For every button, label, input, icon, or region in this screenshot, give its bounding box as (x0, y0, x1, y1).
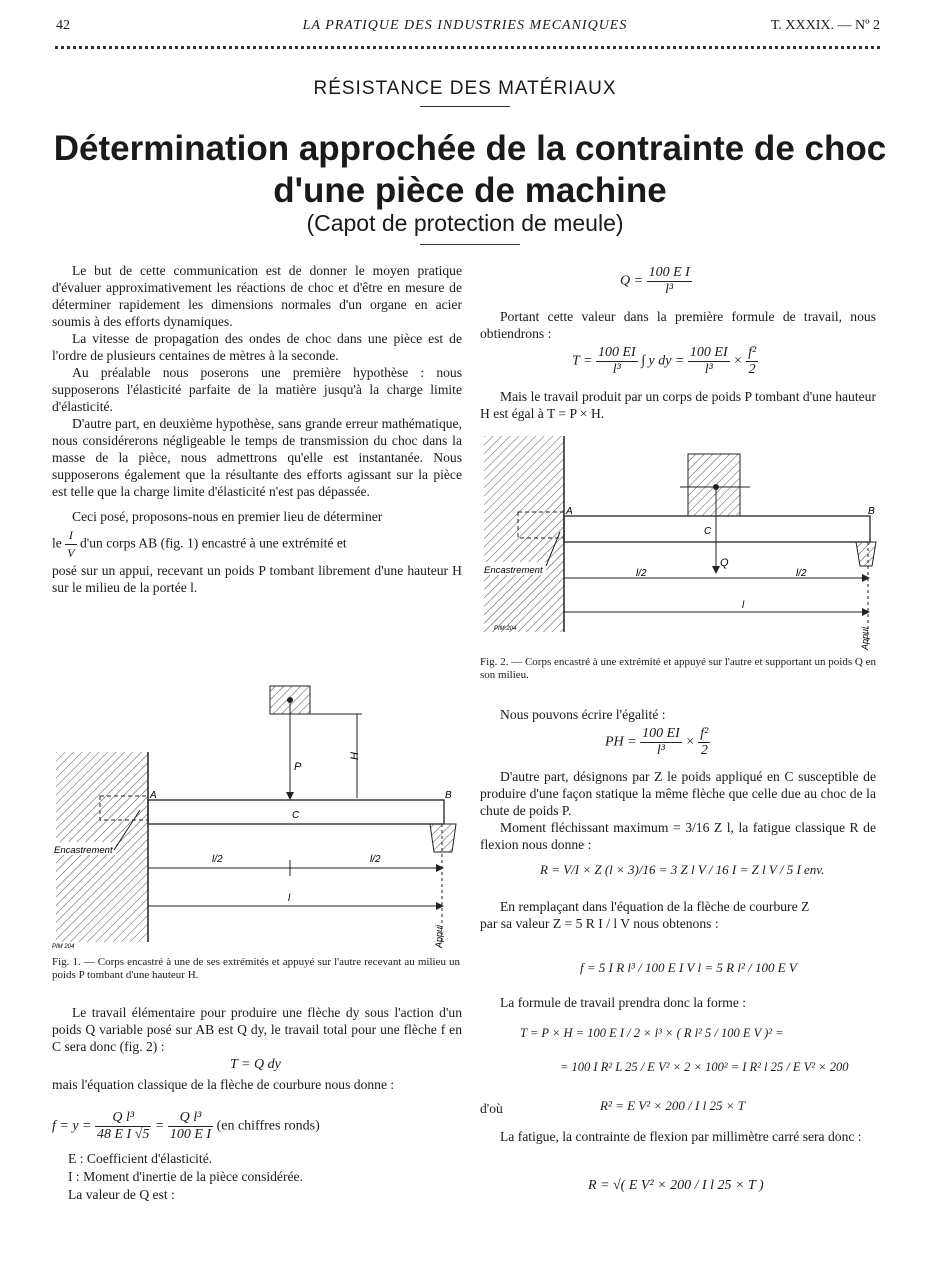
equation-work-integral: T = $\frac{100 EI}{\text{l³}}$ ∫ y dy = $\frac{100 EI}{\text{l³}}$ × $\frac{\text{f²}}{2}$ (572, 345, 757, 377)
section-title: RÉSISTANCE DES MATÉRIAUX (313, 78, 617, 99)
paragraph: par sa valeur Z = 5 R I / l V nous obtenons : (480, 916, 719, 931)
paragraph: Le but de cette communication est de donner le moyen pratique d'évaluer approximativement les réactions de choc et d'être en mesure de déterminer rapidement les dimensions normales d'un organe en acier soumis à des efforts dynamiques. (52, 263, 462, 329)
label-l: l (288, 893, 291, 904)
label-h: H (349, 752, 361, 760)
beam (564, 516, 870, 542)
equation-stress-r: R = V/I × Z (l × 3)/16 = 3 Z l V / 16 I = Z l V / 5 I env. (540, 862, 825, 877)
label-appui: Appui (860, 626, 870, 650)
label-a: A (150, 790, 157, 801)
paragraph: La vitesse de propagation des ondes de choc dans une pièce est de l'ordre de plusieurs centaines de mètres à la seconde. (52, 331, 462, 363)
volume-number: T. XXXIX. — Nº 2 (770, 18, 880, 33)
figure-2-caption: Fig. 2. — Corps encastré à une extrémité et appuyé sur l'autre et supportant un poids Q en son milieu. (480, 656, 876, 681)
label-a: A (566, 506, 573, 517)
right-column-text-5 (480, 898, 876, 932)
equation-deflection-2: f = 5 I R l³ / 100 E I V l = 5 R l² / 100 E V (580, 960, 797, 975)
right-column-text-7 (480, 1128, 876, 1145)
paragraph: La fatigue, la contrainte de flexion par millimètre carré sera donc : (500, 1129, 862, 1144)
figure-1 (52, 680, 464, 952)
journal-title: LA PRATIQUE DES INDUSTRIES MECANIQUES (302, 18, 628, 33)
fig-code: PIM 204 (494, 626, 517, 632)
figure-1-caption: Fig. 1. — Corps encastré à une de ses extrémités et appuyé sur l'autre recevant au milieu un poids P tombant d'une hauteur H. (52, 956, 460, 981)
right-column-text-3 (480, 706, 876, 723)
equation-r-squared: R² = E V² × 200 / I l 25 × T (600, 1098, 745, 1113)
equation-work-form-2: = 100 I R² L 25 / E V² × 2 × 100² = I R² l 25 / E V² × 200 (560, 1060, 849, 1074)
equation-r-final: R = √( E V² × 200 / I l 25 × T ) (588, 1178, 764, 1193)
section-underline (420, 106, 510, 107)
header-rule (55, 46, 880, 49)
equation-work: T = Q dy (230, 1057, 281, 1072)
paragraph: Mais le travail produit par un corps de poids P tombant d'une hauteur H est égal à T = P × H. (480, 389, 876, 421)
paragraph: Nous pouvons écrire l'égalité : (500, 707, 666, 722)
label-b: B (868, 506, 875, 517)
right-column-text (480, 308, 876, 342)
paragraph: Ceci posé, proposons-nous en premier lieu de déterminer (72, 509, 383, 524)
figure-2 (480, 432, 878, 654)
paragraph: Au préalable nous poserons une première hypothèse : nous supposerons l'élasticité parfaite de la matière jusqu'à la charge limite d'élasticité. (52, 365, 462, 414)
equation-work-form: T = P × H = 100 E I / 2 × l³ × ( R l² 5 / 100 E V )² = (520, 1026, 784, 1040)
page-number: 42 (56, 18, 70, 33)
label-p: P (294, 761, 302, 773)
equation-ph: PH = $\frac{100 EI}{\text{l³}}$ × $\frac{\text{f²}}{2}$ (605, 726, 709, 758)
label-half-left: l/2 (636, 568, 647, 579)
label-encastrement: Encastrement (54, 845, 113, 856)
label-encastrement: Encastrement (484, 565, 543, 576)
running-header (50, 18, 880, 42)
paragraph: mais l'équation classique de la flèche de courbure nous donne : (52, 1077, 395, 1092)
definition-e: E : Coefficient d'élasticité. (68, 1151, 213, 1166)
paragraph: Portant cette valeur dans la première formule de travail, nous obtiendrons : (480, 309, 876, 341)
label-doul: d'où (480, 1101, 503, 1116)
label-half-left: l/2 (212, 854, 223, 865)
right-column-text-2 (480, 388, 876, 422)
article-title (50, 128, 890, 212)
equation-deflection: f = y = $\frac{\text{Q l³}}{\text{48 E I √5}}$ = $\frac{\text{Q l³}}{\text{100 E I}}$ (en chiffres ronds) (52, 1110, 320, 1142)
label-b: B (445, 790, 452, 801)
equation-q: Q = $\frac{\text{100 E I}}{\text{l³}}$ (620, 265, 690, 297)
paragraph: Le travail élémentaire pour produire une flèche dy sous l'action d'un poids Q variable posé sur AB est Q dy, le travail total pour une flèche f en C sera donc (fig. 2) : (52, 1005, 462, 1054)
subtitle-underline (420, 244, 520, 245)
label-q: Q (720, 557, 729, 569)
fig-code: PIM 204 (52, 944, 75, 950)
label-half-right: l/2 (796, 568, 807, 579)
paragraph: D'autre part, désignons par Z le poids appliqué en C susceptible de produire d'une façon statique la même flèche que celle due au choc de la chute de poids P. (480, 769, 876, 818)
wall-hatch (484, 436, 564, 632)
left-column-text-2 (52, 1004, 462, 1055)
paragraph: D'autre part, en deuxième hypothèse, sans grande erreur mathématique, nous considérerons négligeable le temps de transmission du choc dans la masse de la pièce, nous admettrons qu'elle est instantanée. Nous supposerons également que la résultante des efforts agissant sur la pièce est telle que la charge limite d'élasticité n'est pas dépassée. (52, 416, 462, 499)
paragraph: En remplaçant dans l'équation de la flèche de courbure Z (500, 899, 810, 914)
label-half-right: l/2 (370, 854, 381, 865)
definition-i: I : Moment d'inertie de la pièce considérée. (68, 1169, 303, 1184)
label-c: C (292, 810, 300, 821)
paragraph-inline-fraction: le $\frac{I}{V}$ d'un corps AB (fig. 1) encastré à une extrémité et (52, 528, 347, 560)
paragraph: posé sur un appui, recevant un poids P tombant librement d'une hauteur H sur le milieu de la portée l. (52, 563, 462, 595)
title-line-2: d'une pièce de machine (273, 171, 667, 210)
paragraph: La valeur de Q est : (68, 1187, 175, 1202)
paragraph: Moment fléchissant maximum = 3/16 Z l, la fatigue classique R de flexion nous donne : (480, 820, 876, 852)
right-column-text-6 (480, 994, 876, 1011)
left-column-text (52, 262, 462, 596)
support-appui (430, 824, 456, 852)
left-column-text-3 (52, 1076, 462, 1093)
paragraph: La formule de travail prendra donc la forme : (500, 995, 747, 1010)
i-over-v-fraction: $\frac{I}{V}$ (67, 528, 75, 560)
label-appui: Appui (434, 924, 444, 948)
support-appui (856, 542, 876, 566)
title-line-1: Détermination approchée de la contrainte de choc (53, 129, 887, 168)
article-subtitle: (Capot de protection de meule) (306, 210, 624, 236)
label-c: C (704, 526, 712, 537)
right-column-text-4 (480, 768, 876, 853)
label-l: l (742, 600, 745, 611)
